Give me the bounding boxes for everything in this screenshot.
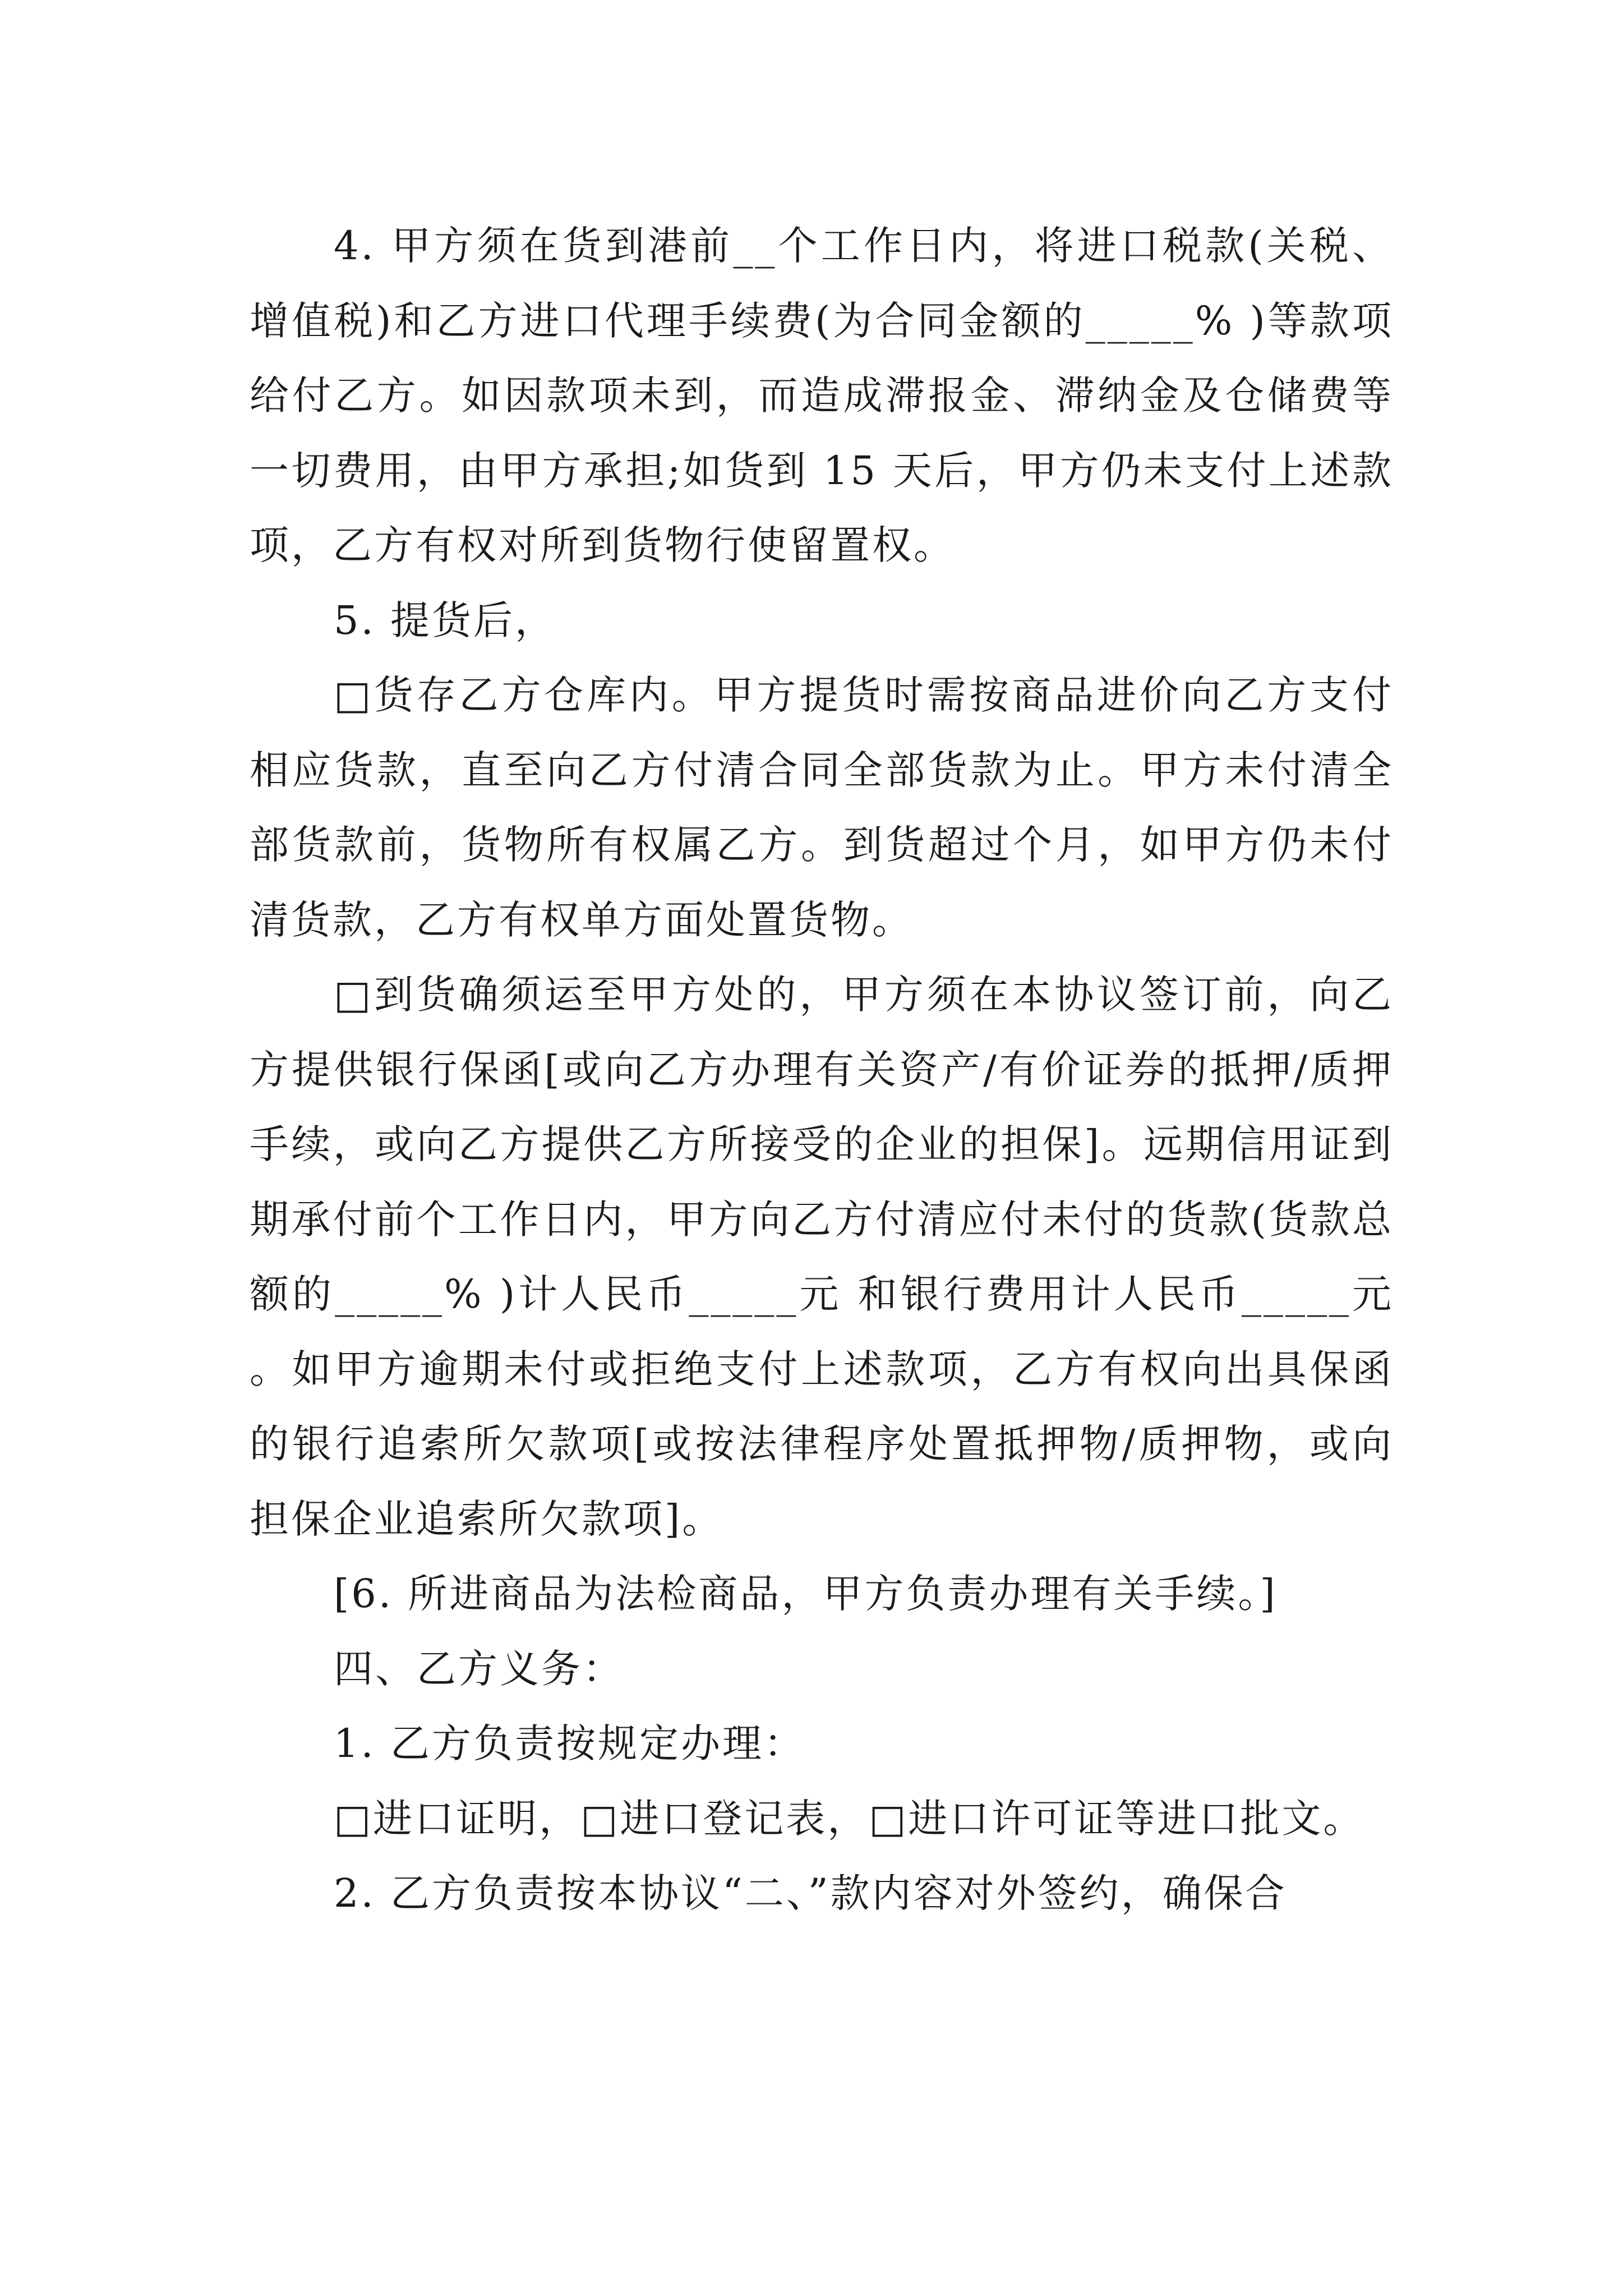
paragraph-import-tax-payment: 4. 甲方须在货到港前__个工作日内，将进口税款(关税、增值税)和乙方进口代理手续费(为合同金额的_____% )等款项给付乙方。如因款项未到，而造成滞报金、滞纳金及仓储费等一切费用，由甲方承担;如货到 15 天后，甲方仍未支付上述款项，乙方有权对所到货物行使留置权。 [250, 223, 1394, 568]
section-heading-party-b-obligations: 四、乙方义务： [334, 1645, 624, 1692]
paragraph-external-contract: 2. 乙方负责按本协议“二、”款内容对外签约，确保合 [334, 1870, 1287, 1916]
paragraph-after-pickup: 5. 提货后， [334, 597, 557, 643]
paragraph-party-b-handling: 1. 乙方负责按规定办理： [334, 1720, 806, 1766]
paragraph-delivery-option: □到货确须运至甲方处的，甲方须在本协议签订前，向乙方提供银行保函[或向乙方办理有关资产/有价证券的抵押/质押手续，或向乙方提供乙方所接受的企业的担保]。远期信用证到期承付前个工作日内，甲方向乙方付清应付未付的货款(货款总额的_____% )计人民币_____元 和银行费用计人民币_____元 。如甲方逾期未付或拒绝支付上述款项，乙方有权向出具保函的银行追索所欠款项[或按法律程序处置抵押物/质押物，或向担保企业追索所欠款项]。 [250, 972, 1394, 1542]
paragraph-inspection-goods: [6. 所进商品为法检商品，甲方负责办理有关手续。] [334, 1571, 1278, 1617]
paragraph-warehouse-option: □货存乙方仓库内。甲方提货时需按商品进价向乙方支付相应货款，直至向乙方付清合同全部货款为止。甲方未付清全部货款前，货物所有权属乙方。到货超过个月，如甲方仍未付清货款，乙方有权单方面处置货物。 [250, 672, 1394, 943]
paragraph-import-documents: □进口证明，□进口登记表，□进口许可证等进口批文。 [334, 1795, 1365, 1842]
document-body [250, 209, 1394, 1931]
